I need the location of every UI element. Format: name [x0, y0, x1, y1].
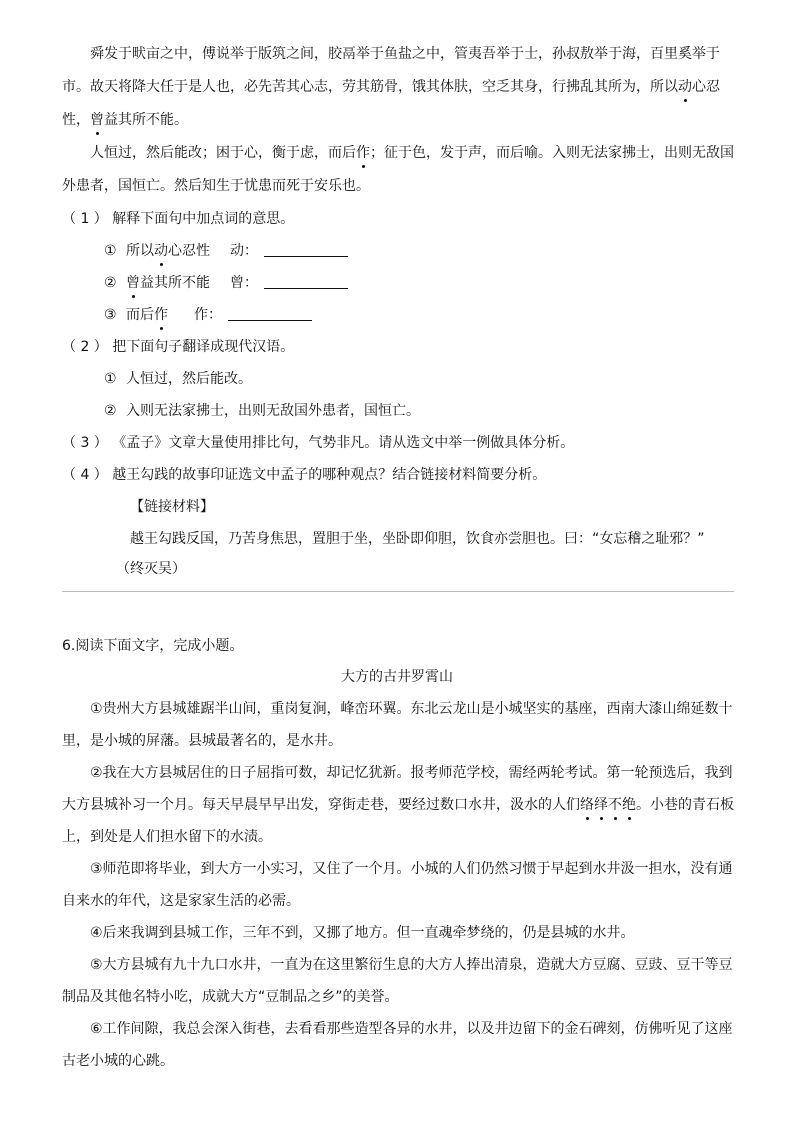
- dotted-character: 动: [154, 243, 168, 259]
- question-2-item-1: [104, 369, 252, 389]
- question-2-item-2: [104, 401, 420, 421]
- item-number: ①: [104, 243, 117, 259]
- dotted-character: 不: [608, 797, 622, 813]
- question-1-label: （ 1 ） 解释下面句中加点词的意思。: [62, 211, 295, 227]
- question-1-item-1: [104, 241, 348, 261]
- passage-line: [62, 77, 720, 97]
- dotted-character: 动: [678, 79, 692, 95]
- target-word: 动：: [230, 243, 258, 259]
- question-1-item-3: [104, 305, 312, 325]
- article-line: ①贵州大方县城雄踞半山间，重岗复涧，峰峦环翼。东北云龙山是小城坚实的基座，西南大漆山绵延数十: [90, 701, 733, 717]
- text: 性，: [62, 112, 90, 128]
- text: 人恒过，然后能改。: [126, 371, 252, 387]
- answer-blank[interactable]: [264, 242, 348, 257]
- text: 人恒过，然后能改；困于心，衡于虑，而后: [90, 145, 356, 161]
- passage-line: [90, 44, 720, 64]
- text: 。小巷的青石板: [636, 797, 734, 813]
- dotted-character: 曾: [90, 112, 104, 128]
- article-line: [62, 795, 734, 815]
- text: 舜发于畎亩之中，傅说举于版筑之间，胶鬲举于鱼盐之中，管夷吾举于士，孙叔敖举于海，百里奚举于: [90, 46, 720, 62]
- question-4-label: （ 4 ） 越王勾践的故事印证选文中孟子的哪种观点？结合链接材料简要分析。: [62, 467, 547, 483]
- dotted-character: 络: [580, 797, 594, 813]
- text: 益其所不能。: [104, 112, 188, 128]
- target-word: 作：: [194, 307, 222, 323]
- link-material-text: 越王勾践反国，乃苦身焦思，置胆于坐，坐卧即仰胆，饮食亦尝胆也。曰：“女忘稽之耻邪？”: [130, 531, 705, 547]
- article-line: 制品及其他名特小吃，成就大方“豆制品之乡”的美誉。: [62, 989, 399, 1005]
- link-material-source: （终灭吴）: [116, 561, 186, 577]
- question-3-label: （ 3 ） 《孟子》文章大量使用排比句，气势非凡。请从选文中举一例做具体分析。: [62, 435, 575, 451]
- dotted-character: 曾: [126, 275, 140, 291]
- item-number: ②: [104, 403, 117, 419]
- section-divider: [62, 591, 734, 592]
- article-line: 古老小城的心跳。: [62, 1053, 174, 1069]
- article-line: ③师范即将毕业，到大方一小实习，又住了一个月。小城的人们仍然习惯于早起到水井汲一担水，没有通: [90, 861, 733, 877]
- passage-line: [62, 110, 188, 130]
- passage-line: [90, 143, 734, 163]
- article-line: 自来水的年代，这是家家生活的必需。: [62, 893, 300, 909]
- item-number: ②: [104, 275, 117, 291]
- article-line: 里，是小城的屏藩。县城最著名的，是水井。: [62, 733, 342, 749]
- article-line: ②我在大方县城居住的日子屈指可数，却记忆犹新。报考师范学校，需经两轮考试。第一轮预选后，我到: [90, 765, 733, 781]
- answer-blank[interactable]: [264, 274, 348, 289]
- dotted-character: 作: [356, 145, 370, 161]
- question-1-item-2: [104, 273, 348, 293]
- dotted-character: 绝: [622, 797, 636, 813]
- text: 入则无法家拂士，出则无敌国外患者，国恒亡。: [126, 403, 420, 419]
- item-number: ③: [104, 307, 117, 323]
- text: ；征于色，发于声，而后喻。入则无法家拂士，出则无敌国: [370, 145, 734, 161]
- dotted-character: 绎: [594, 797, 608, 813]
- article-line: ⑤大方县城有九十九口水井，一直为在这里繁衍生息的大方人捧出清泉，造就大方豆腐、豆豉、豆干等豆: [90, 957, 733, 973]
- text: 市。故天将降大任于是人也，必先苦其心志，劳其筋骨，饿其体肤，空乏其身，行拂乱其所为，所以: [62, 79, 678, 95]
- text: 心忍: [692, 79, 720, 95]
- text: 心忍性: [168, 243, 210, 259]
- text: 所以: [126, 243, 154, 259]
- text: 益其所不能: [140, 275, 210, 291]
- passage-line: [62, 176, 370, 196]
- question-2-label: （ 2 ） 把下面句子翻译成现代汉语。: [62, 339, 295, 355]
- article-title: 大方的古井罗霄山: [341, 669, 453, 685]
- article-line: ⑥工作间隙，我总会深入街巷，去看看那些造型各异的水井，以及井边留下的金石碑刻，仿佛听见了这座: [90, 1021, 733, 1037]
- section-6-heading: 6.阅读下面文字，完成小题。: [62, 638, 244, 654]
- text: 外患者，国恒亡。然后知生于忧患而死于安乐也。: [62, 178, 370, 194]
- answer-blank[interactable]: [228, 306, 312, 321]
- dotted-character: 作: [154, 307, 168, 323]
- article-line: 上，到处是人们担水留下的水渍。: [62, 829, 272, 845]
- article-line: ④后来我调到县城工作，三年不到，又挪了地方。但一直魂牵梦绕的，仍是县城的水井。: [90, 925, 635, 941]
- item-number: ①: [104, 371, 117, 387]
- target-word: 曾：: [230, 275, 258, 291]
- link-material-title: 【链接材料】: [130, 499, 214, 515]
- text: 大方县城补习一个月。每天早晨早早出发，穿街走巷，要经过数口水井，汲水的人们: [62, 797, 580, 813]
- text: 而后: [126, 307, 154, 323]
